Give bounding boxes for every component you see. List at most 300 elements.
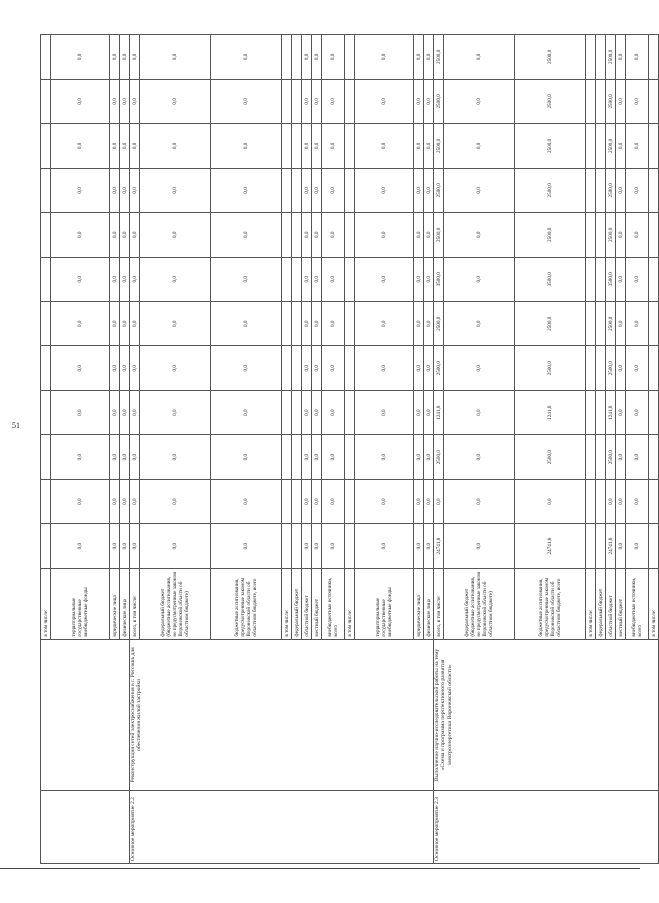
rotated-page: [40, 34, 657, 864]
source-label-cell: юридические лица: [414, 568, 424, 639]
value-cell: 0,0: [211, 390, 282, 434]
value-cell: [292, 479, 302, 523]
value-cell: 2500,0: [515, 346, 586, 390]
value-cell: [282, 124, 292, 168]
value-cell: 0,0: [312, 435, 322, 479]
value-cell: 0,0: [322, 79, 345, 123]
value-cell: 0,0: [302, 479, 312, 523]
value-cell: 0,0: [120, 213, 130, 257]
source-label-cell: бюджетные ассигнования, предусмотренные законом Воронежской области об областном бюджете, всего: [211, 568, 282, 639]
source-label-cell: внебюджетные источники, всего: [322, 568, 345, 639]
value-cell: 0,0: [110, 35, 120, 80]
value-cell: [345, 213, 355, 257]
value-cell: [345, 124, 355, 168]
value-cell: 0,0: [120, 479, 130, 523]
value-cell: 0,0: [51, 213, 110, 257]
value-cell: 0,0: [51, 435, 110, 479]
value-cell: [292, 213, 302, 257]
value-cell: [586, 257, 596, 301]
value-cell: [596, 257, 606, 301]
value-cell: 0,0: [130, 79, 140, 123]
value-cell: 0,0: [120, 390, 130, 434]
value-cell: 0,0: [444, 390, 515, 434]
value-cell: 0,0: [51, 302, 110, 346]
event-cell: [41, 791, 130, 864]
value-cell: 0,0: [355, 124, 414, 168]
value-cell: [292, 35, 302, 80]
value-cell: 0,0: [424, 346, 434, 390]
value-cell: 0,0: [414, 213, 424, 257]
source-label-cell: физические лица: [120, 568, 130, 639]
value-cell: [41, 213, 51, 257]
value-cell: 0,0: [626, 168, 649, 212]
value-cell: [649, 257, 659, 301]
event-title-cell: [41, 639, 130, 791]
value-cell: 0,0: [211, 79, 282, 123]
value-cell: 0,0: [355, 168, 414, 212]
value-cell: 0,0: [355, 257, 414, 301]
value-cell: 0,0: [616, 435, 626, 479]
value-cell: 0,0: [355, 79, 414, 123]
value-cell: 0,0: [110, 302, 120, 346]
source-label-cell: федеральный бюджет: [596, 568, 606, 639]
value-cell: 2500,0: [515, 302, 586, 346]
value-cell: [41, 390, 51, 434]
value-cell: 0,0: [444, 524, 515, 568]
funding-table: [40, 34, 659, 864]
value-cell: [586, 168, 596, 212]
value-cell: [345, 35, 355, 80]
value-cell: 0,0: [140, 346, 211, 390]
source-label-cell: в том числе:: [586, 568, 596, 639]
value-cell: [596, 79, 606, 123]
source-label-cell: в том числе:: [282, 568, 292, 639]
value-cell: 1241,8: [515, 390, 586, 434]
value-cell: [345, 302, 355, 346]
source-label-cell: федеральный бюджет (бюджетные ассигнования, не предусмотренные законом Воронежской области об областном бюджете): [140, 568, 211, 639]
value-cell: 0,0: [51, 168, 110, 212]
value-cell: [292, 124, 302, 168]
value-cell: 0,0: [110, 346, 120, 390]
value-cell: [586, 302, 596, 346]
value-cell: 0,0: [322, 35, 345, 80]
value-cell: 0,0: [626, 524, 649, 568]
value-cell: [596, 346, 606, 390]
value-cell: [282, 257, 292, 301]
value-cell: 0,0: [312, 168, 322, 212]
value-cell: 0,0: [414, 479, 424, 523]
value-cell: 0,0: [302, 390, 312, 434]
value-cell: [292, 79, 302, 123]
value-cell: 0,0: [355, 213, 414, 257]
value-cell: 2500,0: [515, 79, 586, 123]
event-cell: Основное мероприятие 2.2: [130, 791, 434, 864]
source-label-cell: федеральный бюджет (бюджетные ассигнования, не предусмотренные законом Воронежской области об областном бюджете): [444, 568, 515, 639]
value-cell: [649, 35, 659, 80]
value-cell: 0,0: [414, 79, 424, 123]
value-cell: 0,0: [414, 346, 424, 390]
value-cell: [649, 168, 659, 212]
value-cell: 2500,0: [515, 124, 586, 168]
value-cell: 0,0: [211, 257, 282, 301]
value-cell: [586, 524, 596, 568]
value-cell: [596, 213, 606, 257]
value-cell: 0,0: [424, 390, 434, 434]
value-cell: 0,0: [414, 435, 424, 479]
event-title-cell: Реконструкция сетей электроснабжения в г. Россошь для обеспечения жилой застройки: [130, 639, 434, 791]
value-cell: 2500,0: [515, 168, 586, 212]
value-cell: 0,0: [355, 435, 414, 479]
value-cell: 0,0: [312, 213, 322, 257]
event-title-cell: Выполнение научно-исследовательской работы на тему «Схема и программа перспективного развития электроэнергетики Воронежской области»: [434, 639, 659, 791]
value-cell: 0,0: [140, 479, 211, 523]
value-cell: [649, 479, 659, 523]
value-cell: [292, 390, 302, 434]
value-cell: 2500,0: [434, 346, 444, 390]
value-cell: [649, 524, 659, 568]
value-cell: [586, 346, 596, 390]
value-cell: [282, 435, 292, 479]
value-cell: 0,0: [616, 346, 626, 390]
value-cell: 2500,0: [606, 35, 616, 80]
value-cell: 0,0: [51, 257, 110, 301]
value-cell: 0,0: [322, 213, 345, 257]
page-number: 51: [12, 421, 20, 430]
source-label-cell: местный бюджет: [312, 568, 322, 639]
value-cell: 0,0: [120, 79, 130, 123]
table-row: [434, 35, 444, 864]
table-row: [41, 35, 51, 864]
value-cell: 0,0: [616, 213, 626, 257]
value-cell: 2500,0: [434, 302, 444, 346]
source-label-cell: областной бюджет: [302, 568, 312, 639]
value-cell: 0,0: [51, 79, 110, 123]
value-cell: [345, 79, 355, 123]
value-cell: 0,0: [51, 35, 110, 80]
value-cell: 0,0: [434, 479, 444, 523]
event-cell: Основное мероприятие 2.3: [434, 791, 659, 864]
value-cell: 0,0: [312, 124, 322, 168]
value-cell: [41, 79, 51, 123]
value-cell: 0,0: [322, 524, 345, 568]
source-label-cell: всего, в том числе:: [434, 568, 444, 639]
value-cell: [596, 35, 606, 80]
value-cell: 0,0: [120, 257, 130, 301]
value-cell: 0,0: [140, 213, 211, 257]
value-cell: 0,0: [140, 124, 211, 168]
value-cell: 0,0: [110, 168, 120, 212]
value-cell: 0,0: [626, 302, 649, 346]
value-cell: 24741,8: [434, 524, 444, 568]
value-cell: 1241,8: [434, 390, 444, 434]
value-cell: 0,0: [211, 213, 282, 257]
value-cell: 2500,0: [515, 435, 586, 479]
value-cell: [282, 479, 292, 523]
value-cell: 0,0: [140, 168, 211, 212]
value-cell: 0,0: [444, 213, 515, 257]
value-cell: 0,0: [626, 79, 649, 123]
value-cell: [649, 124, 659, 168]
value-cell: 2500,0: [434, 124, 444, 168]
value-cell: 0,0: [120, 524, 130, 568]
source-label-cell: территориальные государственные внебюджетные фонды: [51, 568, 110, 639]
value-cell: 0,0: [355, 346, 414, 390]
value-cell: 0,0: [302, 168, 312, 212]
source-label-cell: бюджетные ассигнования, предусмотренные законом Воронежской области об областном бюджете, всего: [515, 568, 586, 639]
value-cell: 0,0: [322, 435, 345, 479]
value-cell: 0,0: [322, 302, 345, 346]
value-cell: 0,0: [312, 346, 322, 390]
value-cell: [41, 435, 51, 479]
source-label-cell: юридические лица: [110, 568, 120, 639]
value-cell: 0,0: [140, 435, 211, 479]
value-cell: [345, 435, 355, 479]
value-cell: 0,0: [424, 479, 434, 523]
value-cell: 0,0: [322, 346, 345, 390]
value-cell: 0,0: [424, 79, 434, 123]
value-cell: 3500,0: [515, 257, 586, 301]
value-cell: 0,0: [616, 35, 626, 80]
value-cell: 0,0: [120, 346, 130, 390]
value-cell: [649, 435, 659, 479]
value-cell: 0,0: [322, 124, 345, 168]
value-cell: 0,0: [414, 302, 424, 346]
value-cell: 0,0: [414, 168, 424, 212]
value-cell: 0,0: [444, 35, 515, 80]
value-cell: 0,0: [302, 257, 312, 301]
table-body: [41, 35, 659, 864]
value-cell: 0,0: [51, 346, 110, 390]
value-cell: 0,0: [626, 479, 649, 523]
value-cell: [292, 346, 302, 390]
value-cell: [586, 35, 596, 80]
value-cell: 0,0: [616, 124, 626, 168]
value-cell: 0,0: [130, 390, 140, 434]
value-cell: [345, 257, 355, 301]
value-cell: 0,0: [312, 79, 322, 123]
value-cell: 0,0: [302, 79, 312, 123]
value-cell: [345, 168, 355, 212]
value-cell: 2500,0: [606, 124, 616, 168]
value-cell: [292, 435, 302, 479]
value-cell: [41, 124, 51, 168]
value-cell: 0,0: [120, 168, 130, 212]
value-cell: 0,0: [626, 257, 649, 301]
value-cell: [282, 524, 292, 568]
value-cell: 0,0: [211, 35, 282, 80]
value-cell: 0,0: [140, 35, 211, 80]
value-cell: 0,0: [312, 257, 322, 301]
value-cell: 0,0: [130, 346, 140, 390]
value-cell: 0,0: [51, 479, 110, 523]
value-cell: 0,0: [424, 168, 434, 212]
source-label-cell: в том числе:: [41, 568, 51, 639]
value-cell: 0,0: [424, 435, 434, 479]
value-cell: 0,0: [616, 479, 626, 523]
source-label-cell: в том числе:: [345, 568, 355, 639]
value-cell: 0,0: [444, 257, 515, 301]
value-cell: [649, 79, 659, 123]
value-cell: [586, 213, 596, 257]
source-label-cell: федеральный бюджет: [292, 568, 302, 639]
value-cell: 0,0: [130, 35, 140, 80]
value-cell: 0,0: [312, 524, 322, 568]
value-cell: 0,0: [444, 435, 515, 479]
value-cell: [596, 524, 606, 568]
value-cell: 0,0: [312, 302, 322, 346]
value-cell: 0,0: [444, 302, 515, 346]
value-cell: 0,0: [322, 390, 345, 434]
value-cell: 3500,0: [434, 257, 444, 301]
value-cell: 0,0: [140, 257, 211, 301]
source-label-cell: территориальные государственные внебюджетные фонды: [355, 568, 414, 639]
value-cell: 0,0: [414, 524, 424, 568]
value-cell: 0,0: [606, 479, 616, 523]
value-cell: [345, 524, 355, 568]
value-cell: [596, 168, 606, 212]
value-cell: 0,0: [444, 79, 515, 123]
value-cell: 0,0: [355, 390, 414, 434]
value-cell: 0,0: [322, 168, 345, 212]
value-cell: [41, 346, 51, 390]
value-cell: 0,0: [626, 35, 649, 80]
value-cell: 0,0: [444, 346, 515, 390]
value-cell: [586, 435, 596, 479]
value-cell: 0,0: [120, 435, 130, 479]
value-cell: 0,0: [626, 346, 649, 390]
value-cell: [596, 302, 606, 346]
value-cell: 0,0: [211, 479, 282, 523]
value-cell: 0,0: [626, 213, 649, 257]
value-cell: 0,0: [51, 524, 110, 568]
value-cell: 0,0: [515, 479, 586, 523]
value-cell: 0,0: [120, 124, 130, 168]
value-cell: 2500,0: [606, 168, 616, 212]
value-cell: 2500,0: [606, 79, 616, 123]
value-cell: [41, 168, 51, 212]
value-cell: 0,0: [130, 479, 140, 523]
source-label-cell: местный бюджет: [616, 568, 626, 639]
value-cell: 0,0: [302, 124, 312, 168]
value-cell: 0,0: [626, 124, 649, 168]
value-cell: 0,0: [110, 257, 120, 301]
value-cell: 0,0: [130, 124, 140, 168]
value-cell: 1241,8: [606, 390, 616, 434]
value-cell: 2500,0: [434, 79, 444, 123]
value-cell: 0,0: [130, 435, 140, 479]
value-cell: 0,0: [120, 35, 130, 80]
value-cell: 0,0: [322, 257, 345, 301]
value-cell: 2500,0: [606, 346, 616, 390]
value-cell: [282, 346, 292, 390]
value-cell: 0,0: [110, 79, 120, 123]
value-cell: 0,0: [110, 213, 120, 257]
value-cell: 0,0: [424, 257, 434, 301]
value-cell: [345, 479, 355, 523]
value-cell: 0,0: [211, 346, 282, 390]
source-label-cell: физические лица: [424, 568, 434, 639]
value-cell: [282, 35, 292, 80]
value-cell: [596, 479, 606, 523]
value-cell: 0,0: [444, 168, 515, 212]
value-cell: 0,0: [444, 479, 515, 523]
value-cell: [282, 213, 292, 257]
value-cell: 0,0: [302, 35, 312, 80]
value-cell: 0,0: [616, 524, 626, 568]
value-cell: [586, 479, 596, 523]
value-cell: 0,0: [211, 168, 282, 212]
value-cell: [586, 124, 596, 168]
value-cell: 0,0: [110, 124, 120, 168]
source-label-cell: внебюджетные источники, всего: [626, 568, 649, 639]
value-cell: 0,0: [616, 79, 626, 123]
value-cell: 0,0: [110, 435, 120, 479]
value-cell: 0,0: [130, 168, 140, 212]
value-cell: 0,0: [140, 524, 211, 568]
value-cell: 0,0: [414, 124, 424, 168]
value-cell: 0,0: [110, 479, 120, 523]
value-cell: [345, 390, 355, 434]
value-cell: [596, 124, 606, 168]
value-cell: [41, 35, 51, 80]
value-cell: [586, 79, 596, 123]
value-cell: 0,0: [120, 302, 130, 346]
value-cell: 0,0: [140, 79, 211, 123]
value-cell: 24741,8: [606, 524, 616, 568]
value-cell: 2500,0: [606, 435, 616, 479]
value-cell: 0,0: [130, 302, 140, 346]
source-label-cell: в том числе:: [649, 568, 659, 639]
value-cell: 0,0: [414, 35, 424, 80]
value-cell: [292, 524, 302, 568]
value-cell: 0,0: [312, 35, 322, 80]
value-cell: [41, 302, 51, 346]
value-cell: 0,0: [444, 124, 515, 168]
value-cell: 0,0: [424, 35, 434, 80]
value-cell: [282, 390, 292, 434]
value-cell: [292, 257, 302, 301]
value-cell: 0,0: [211, 435, 282, 479]
value-cell: 0,0: [355, 302, 414, 346]
value-cell: 2500,0: [434, 168, 444, 212]
value-cell: 0,0: [51, 124, 110, 168]
value-cell: 0,0: [616, 302, 626, 346]
value-cell: 0,0: [616, 390, 626, 434]
value-cell: 24741,8: [515, 524, 586, 568]
value-cell: 0,0: [355, 35, 414, 80]
value-cell: [292, 168, 302, 212]
value-cell: [41, 479, 51, 523]
value-cell: [649, 390, 659, 434]
value-cell: 2500,0: [515, 35, 586, 80]
value-cell: 0,0: [626, 435, 649, 479]
value-cell: 0,0: [312, 479, 322, 523]
value-cell: 0,0: [616, 168, 626, 212]
value-cell: 0,0: [211, 302, 282, 346]
value-cell: 0,0: [414, 257, 424, 301]
value-cell: 0,0: [424, 302, 434, 346]
value-cell: 0,0: [130, 257, 140, 301]
value-cell: [649, 302, 659, 346]
value-cell: [41, 524, 51, 568]
value-cell: 0,0: [424, 124, 434, 168]
value-cell: 0,0: [424, 524, 434, 568]
value-cell: 2500,0: [434, 213, 444, 257]
source-label-cell: всего, в том числе:: [130, 568, 140, 639]
value-cell: 0,0: [302, 346, 312, 390]
value-cell: 2500,0: [434, 435, 444, 479]
page-bottom-line: [0, 868, 640, 869]
